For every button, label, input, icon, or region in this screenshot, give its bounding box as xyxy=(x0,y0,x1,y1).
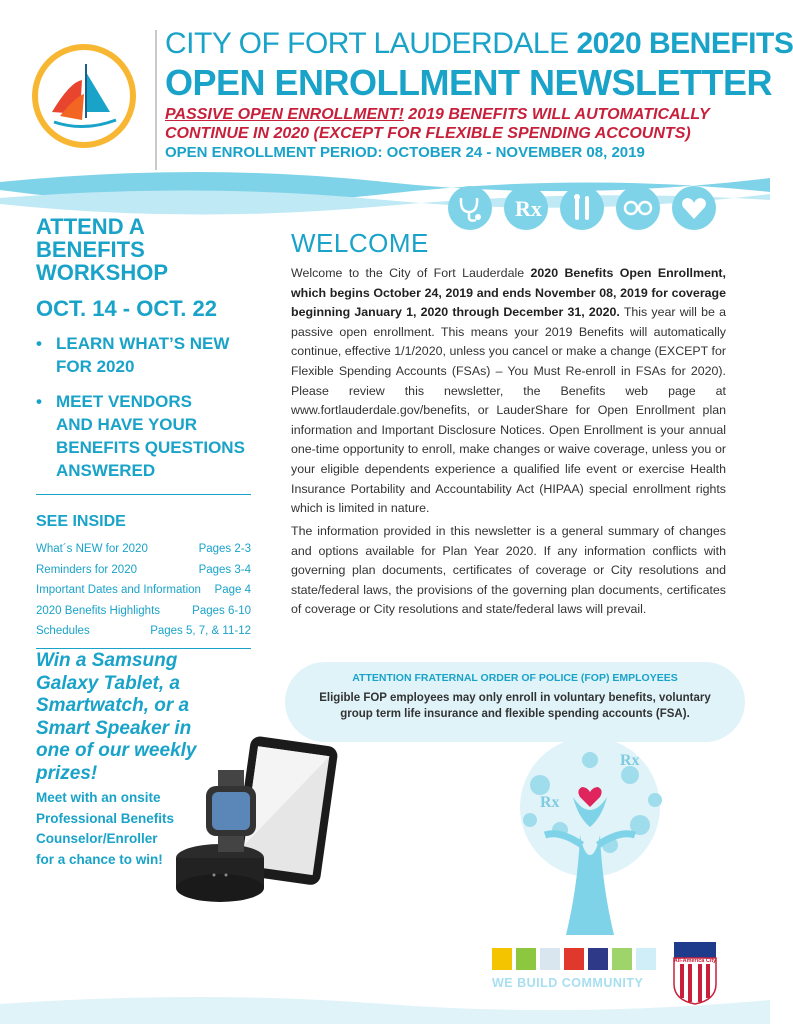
workshop-bullets xyxy=(36,332,251,482)
fop-notice-text: Eligible FOP employees may only enroll in voluntary benefits, voluntary group term life insurance and flexible spending accounts (FSA). xyxy=(319,692,711,720)
stethoscope-icon xyxy=(448,186,492,230)
workshop-dates: OCT. 14 - OCT. 22 xyxy=(36,296,217,321)
toc-row: What´s NEW for 2020 Pages 2-3 xyxy=(36,543,251,555)
welcome-heading: WELCOME xyxy=(291,228,429,258)
see-inside-heading: SEE INSIDE xyxy=(36,513,126,530)
svg-text:Rx: Rx xyxy=(515,196,542,221)
prize-promo: Win a Samsung Galaxy Tablet, a Smartwatch, or a Smart Speaker in one of our weekly prizes! xyxy=(36,650,197,784)
passive-enrollment-notice: PASSIVE OPEN ENROLLMENT! 2019 BENEFITS WILL AUTOMATICALLY CONTINUE IN 2020 (EXCEPT FOR FLEXIBLE SPENDING ACCOUNTS) xyxy=(165,106,710,142)
eyeglasses-icon xyxy=(616,186,660,230)
footer-wave xyxy=(0,990,770,1024)
fop-notice-title: ATTENTION FRATERNAL ORDER OF POLICE (FOP) EMPLOYEES xyxy=(352,672,678,684)
table-of-contents xyxy=(36,539,251,642)
health-tree-illustration xyxy=(470,735,710,945)
list-item: • LEARN WHAT’S NEW FOR 2020 xyxy=(36,334,230,376)
title-line-1: CITY OF FORT LAUDERDALE 2020 BENEFITS xyxy=(165,27,793,60)
divider xyxy=(36,494,251,495)
divider xyxy=(36,648,251,649)
newsletter-title: OPEN ENROLLMENT NEWSLETTER xyxy=(165,62,772,103)
disclaimer-paragraph: The information provided in this newsletter is a general summary of changes and options available for Plan Year 2020. If any information conflicts with governing plan documents, certificates of coverage or City resolutions and state/federal laws, the provisions of the governing plan documents, certificates of coverage or City resolutions and state/federal laws will prevail. xyxy=(291,524,726,617)
benefit-icons xyxy=(448,186,718,234)
svg-text:Rx: Rx xyxy=(540,794,560,811)
dental-tools-icon xyxy=(560,186,604,230)
welcome-paragraph: Welcome to the City of Fort Lauderdale 2020 Benefits Open Enrollment, which begins October 24, 2019 and ends November 08, 2019 for coverage beginning January 1, 2020 through December 31, 2020. This year will be a passive open enrollment. This means your 2019 Benefits will automatically continue, effective 1/1/2020, unless you cancel or make a change (EXCEPT for Flexible Spending Accounts (FSAs) – You Must Re-enroll in FSAs for 2020). Please review this newsletter, the Benefits web page at www.fortlauderdale.gov/benefits, or LauderShare for Open Enrollment plan information and Important Disclosure Notices. Open Enrollment is your annual one-time opportunity to enroll, make changes or waive coverage, unless you or your eligible dependents experience a qualified life event or exercise Health Insurance Portability and Accountability Act (HIPAA) special enrollment rights which is limited in nature. xyxy=(291,266,726,516)
prize-devices-illustration xyxy=(170,730,340,910)
toc-row: Schedules Pages 5, 7, & 11-12 xyxy=(36,625,251,637)
enrollment-period: OPEN ENROLLMENT PERIOD: OCTOBER 24 - NOVEMBER 08, 2019 xyxy=(165,144,645,161)
community-tagline: WE BUILD COMMUNITY xyxy=(492,976,644,990)
toc-row: Important Dates and Information Page 4 xyxy=(36,584,251,596)
toc-row: 2020 Benefits Highlights Pages 6-10 xyxy=(36,604,251,617)
city-logo xyxy=(30,42,138,150)
svg-text:All-America City: All-America City xyxy=(673,958,717,964)
rx-icon xyxy=(504,186,548,230)
heart-icon xyxy=(672,186,716,230)
sidebar xyxy=(36,215,251,655)
community-icons xyxy=(492,946,657,972)
list-item: • MEET VENDORS AND HAVE YOUR BENEFITS QUESTIONS ANSWERED xyxy=(36,392,245,480)
toc-row: Reminders for 2020 Pages 3-4 xyxy=(36,563,251,576)
counselor-promo: Meet with an onsite Professional Benefits Counselor/Enroller for a chance to win! xyxy=(36,790,175,867)
workshop-heading: ATTEND A BENEFITS WORKSHOP xyxy=(36,214,168,285)
svg-text:Rx: Rx xyxy=(620,752,640,769)
header-divider xyxy=(155,30,157,170)
